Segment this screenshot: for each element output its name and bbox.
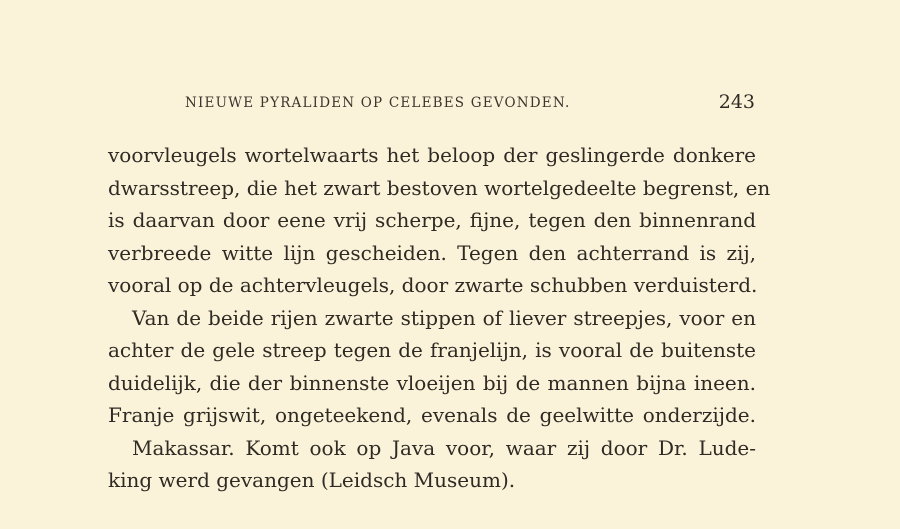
text-line: achter de gele streep tegen de franjelijn, is vooral de buitenste: [108, 338, 756, 362]
text-line: verbreede witte lijn gescheiden. Tegen den achterrand is zij,: [108, 240, 756, 265]
page-number: 243: [718, 91, 755, 113]
text-line: Franje grijswit, ongeteekend, evenals de geelwitte onderzijde.: [108, 403, 756, 427]
text-line: voorvleugels wortelwaarts het beloop der geslingerde donkere: [108, 143, 756, 167]
text-line: Van de beide rijen zwarte stippen of liever streepjes, voor en: [132, 305, 756, 330]
body-text: [108, 139, 771, 497]
text-line: king werd gevangen (Leidsch Museum).: [108, 468, 516, 492]
text-line: Makassar. Komt ook op Java voor, waar zij door Dr. Lude-: [132, 435, 756, 460]
running-header: [185, 92, 765, 114]
text-line: dwarsstreep, die het zwart bestoven wortelgedeelte begrenst, en: [108, 175, 771, 200]
running-title: NIEUWE PYRALIDEN OP CELEBES GEVONDEN.: [185, 95, 571, 111]
text-line: vooral op de achtervleugels, door zwarte schubben verduisterd.: [108, 273, 758, 297]
text-line: is daarvan door eene vrij scherpe, fijne, tegen den binnenrand: [108, 208, 756, 232]
text-line: duidelijk, die der binnenste vloeijen bij de mannen bijna ineen.: [108, 370, 756, 395]
